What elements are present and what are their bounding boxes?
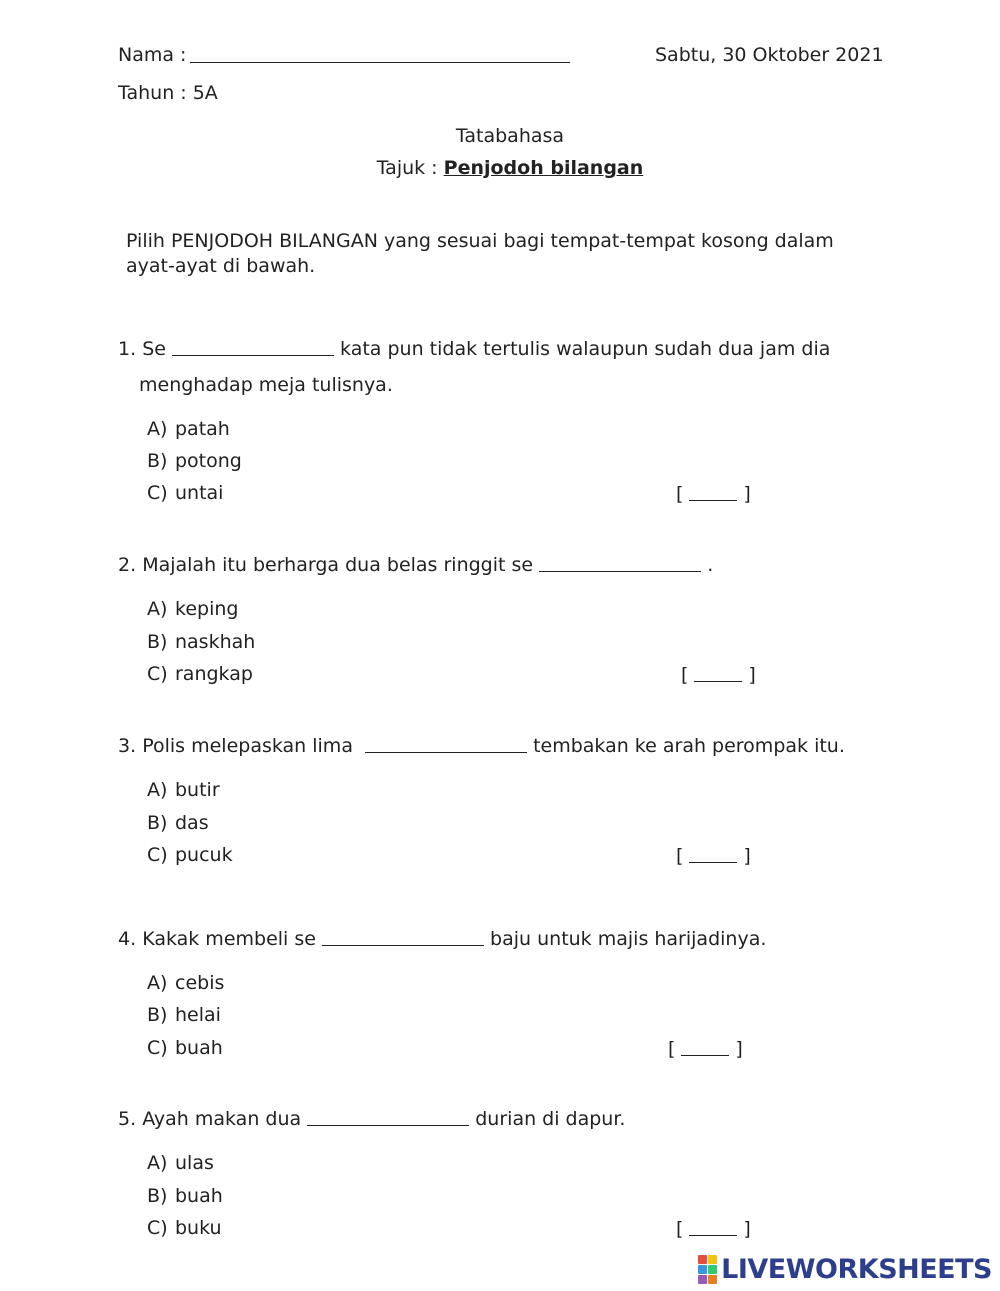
- option-b[interactable]: [147, 1185, 223, 1207]
- option-letter: B): [147, 631, 168, 653]
- option-text: patah: [175, 418, 230, 440]
- question-text-before: Se: [142, 338, 166, 360]
- option-a[interactable]: [147, 972, 224, 994]
- answer-box: [676, 1218, 751, 1240]
- answer-box: [668, 1038, 743, 1060]
- question-text-after: tembakan ke arah perompak itu.: [533, 735, 845, 757]
- bracket-open: [: [676, 845, 684, 867]
- topic-heading: [0, 157, 1000, 179]
- name-label: Nama :: [118, 44, 187, 66]
- option-text: potong: [175, 450, 242, 472]
- name-field-row: [118, 44, 570, 66]
- question-3: [118, 735, 845, 757]
- question-number: 3.: [118, 735, 137, 757]
- brand-name: LIVEWORKSHEETS: [721, 1253, 992, 1285]
- option-letter: A): [147, 972, 168, 994]
- option-c[interactable]: [147, 1217, 222, 1239]
- question-text-before: Majalah itu berharga dua belas ringgit se: [142, 554, 534, 576]
- brand-logo-icon: [698, 1255, 717, 1284]
- option-c[interactable]: [147, 1037, 223, 1059]
- answer-box: [676, 845, 751, 867]
- option-letter: C): [147, 1037, 168, 1059]
- option-letter: A): [147, 779, 168, 801]
- option-a[interactable]: [147, 1152, 214, 1174]
- option-c[interactable]: [147, 663, 253, 685]
- question-number: 2.: [118, 554, 137, 576]
- option-c[interactable]: [147, 482, 223, 504]
- option-letter: A): [147, 1152, 168, 1174]
- answer-blank[interactable]: [365, 736, 527, 753]
- answer-box: [681, 664, 756, 686]
- answer-blank[interactable]: [307, 1109, 469, 1126]
- question-text-after: baju untuk majis harijadinya.: [490, 928, 767, 950]
- question-text-before: Kakak membeli se: [142, 928, 316, 950]
- option-letter: C): [147, 482, 168, 504]
- question-text-after: .: [707, 554, 714, 576]
- option-letter: C): [147, 663, 168, 685]
- answer-choice-blank[interactable]: [689, 484, 737, 501]
- option-a[interactable]: [147, 598, 238, 620]
- topic-prefix: Tajuk :: [376, 157, 438, 179]
- option-letter: B): [147, 450, 168, 472]
- option-text: untai: [175, 482, 224, 504]
- topic-title: Penjodoh bilangan: [443, 157, 644, 179]
- question-5: [118, 1108, 625, 1130]
- option-text: pucuk: [175, 844, 233, 866]
- bracket-close: ]: [743, 483, 751, 505]
- answer-blank[interactable]: [172, 339, 334, 356]
- option-letter: B): [147, 1185, 168, 1207]
- bracket-open: [: [668, 1038, 676, 1060]
- option-b[interactable]: [147, 631, 255, 653]
- option-b[interactable]: [147, 1004, 221, 1026]
- question-1-continuation: menghadap meja tulisnya.: [139, 374, 393, 396]
- bracket-close: ]: [735, 1038, 743, 1060]
- option-text: buku: [175, 1217, 222, 1239]
- question-number: 5.: [118, 1108, 137, 1130]
- question-number: 1.: [118, 338, 137, 360]
- name-input-line[interactable]: [190, 44, 570, 63]
- question-4: [118, 928, 766, 950]
- bracket-open: [: [676, 1218, 684, 1240]
- option-text: rangkap: [175, 663, 253, 685]
- bracket-close: ]: [743, 845, 751, 867]
- option-letter: C): [147, 1217, 168, 1239]
- date-text: Sabtu, 30 Oktober 2021: [655, 44, 884, 66]
- option-c[interactable]: [147, 844, 233, 866]
- option-text: buah: [175, 1185, 223, 1207]
- option-letter: C): [147, 844, 168, 866]
- option-a[interactable]: [147, 418, 230, 440]
- bracket-open: [: [676, 483, 684, 505]
- liveworksheets-logo: [698, 1254, 992, 1284]
- question-text-after: durian di dapur.: [475, 1108, 626, 1130]
- answer-blank[interactable]: [539, 555, 701, 572]
- answer-choice-blank[interactable]: [689, 846, 737, 863]
- option-text: naskhah: [175, 631, 256, 653]
- instruction-text: Pilih PENJODOH BILANGAN yang sesuai bagi tempat-tempat kosong dalam ayat-ayat di bawah.: [126, 230, 834, 277]
- option-text: keping: [175, 598, 239, 620]
- option-letter: A): [147, 418, 168, 440]
- option-text: das: [175, 812, 209, 834]
- option-text: ulas: [175, 1152, 214, 1174]
- question-text-after: kata pun tidak tertulis walaupun sudah dua jam dia: [340, 338, 831, 360]
- question-text-before: Ayah makan dua: [142, 1108, 302, 1130]
- option-a[interactable]: [147, 779, 220, 801]
- option-text: butir: [175, 779, 220, 801]
- answer-choice-blank[interactable]: [689, 1219, 737, 1236]
- option-letter: A): [147, 598, 168, 620]
- option-text: buah: [175, 1037, 223, 1059]
- option-text: helai: [175, 1004, 221, 1026]
- option-text: cebis: [175, 972, 225, 994]
- answer-choice-blank[interactable]: [694, 665, 742, 682]
- option-b[interactable]: [147, 812, 209, 834]
- option-letter: B): [147, 812, 168, 834]
- bracket-close: ]: [748, 664, 756, 686]
- question-text-before: Polis melepaskan lima: [142, 735, 353, 757]
- class-label: Tahun : 5A: [118, 82, 218, 104]
- answer-blank[interactable]: [322, 929, 484, 946]
- bracket-open: [: [681, 664, 689, 686]
- answer-choice-blank[interactable]: [681, 1039, 729, 1056]
- question-number: 4.: [118, 928, 137, 950]
- option-letter: B): [147, 1004, 168, 1026]
- answer-box: [676, 483, 751, 505]
- question-2: [118, 554, 713, 576]
- bracket-close: ]: [743, 1218, 751, 1240]
- option-b[interactable]: [147, 450, 242, 472]
- question-1: [118, 338, 830, 360]
- subject-title: Tatabahasa: [455, 125, 565, 147]
